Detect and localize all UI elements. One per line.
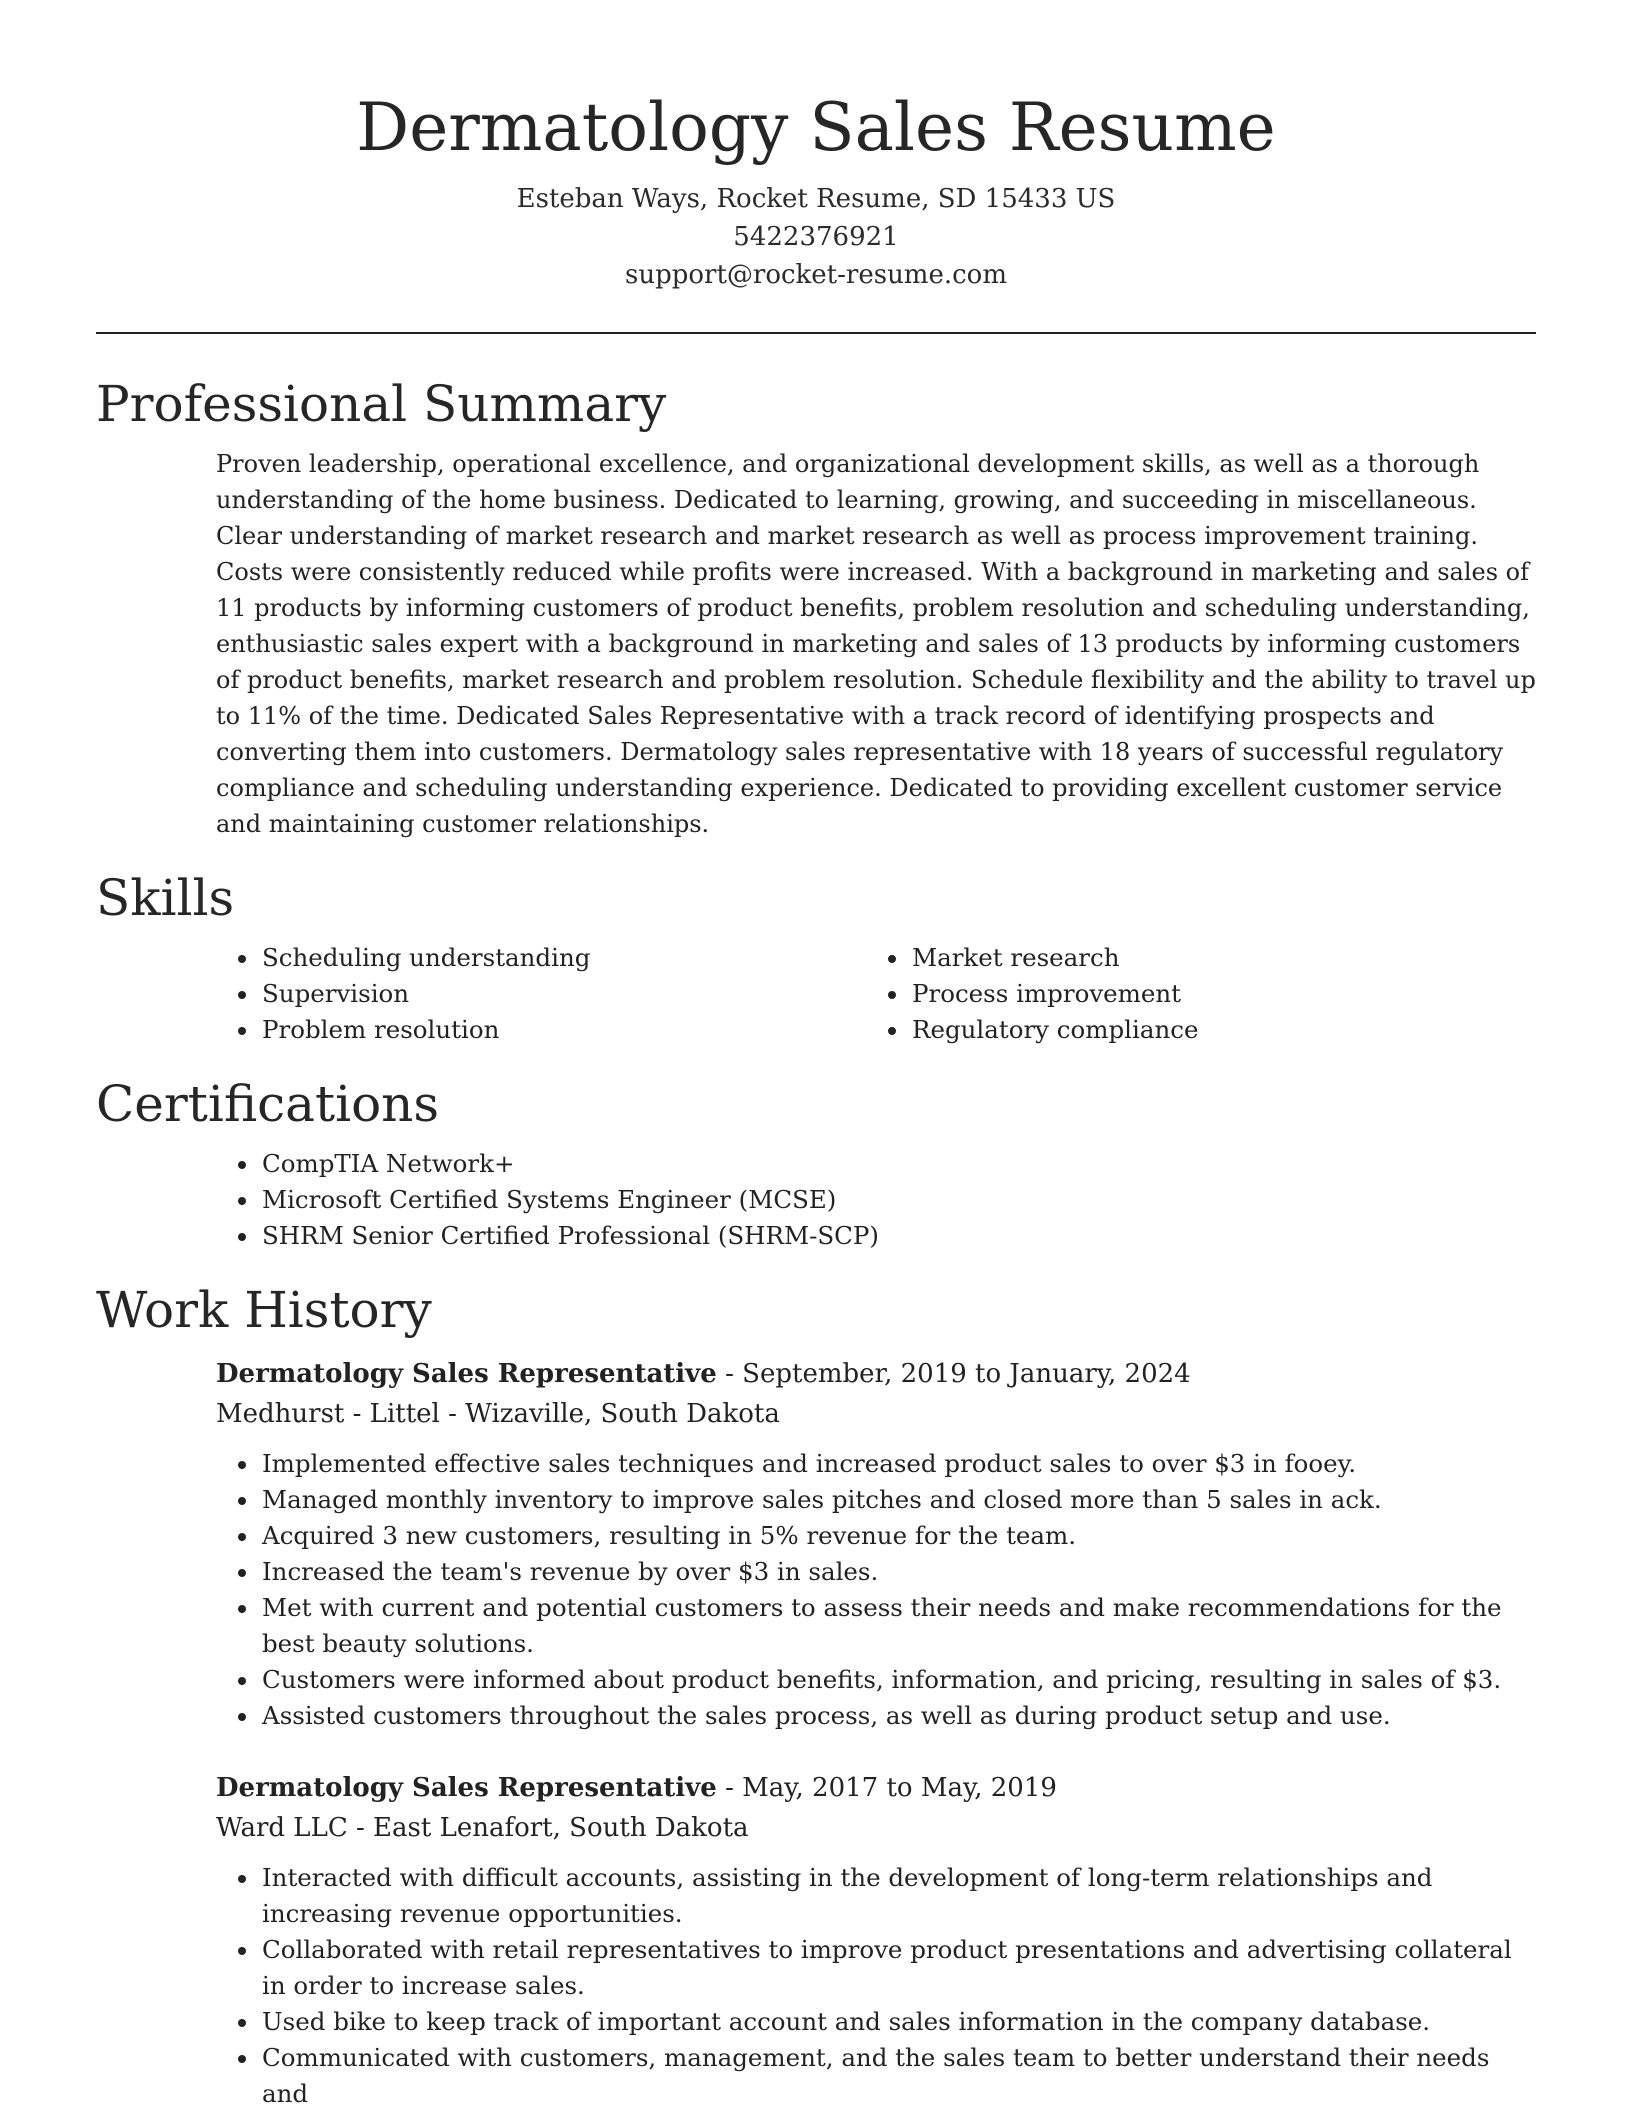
job-role: Dermatology Sales Representative — [216, 1773, 717, 1803]
job-dates: - May, 2017 to May, 2019 — [716, 1773, 1057, 1803]
job-bullet: • Customers were informed about product benefits, information, and pricing, resulting in sales of $3. — [260, 1662, 1536, 1698]
job-bullets — [216, 1860, 1536, 2112]
job-title-line — [216, 1768, 1536, 1808]
job-bullet: • Met with current and potential customers to assess their needs and make recommendations for the best beauty solutions. — [260, 1590, 1536, 1662]
summary-text: Proven leadership, operational excellence, and organizational development skills, as well as a thorough understanding of the home business. Dedicated to learning, growing, and succeeding in miscellaneous. Clear understanding of market research and market research as well as process improvement training. Costs were consistently reduced while profits were increased. With a background in marketing and sales of 11 products by informing customers of product benefits, problem resolution and scheduling understanding, enthusiastic sales expert with a background in marketing and sales of 13 products by informing customers of product benefits, market research and problem resolution. Schedule flexibility and the ability to travel up to 11% of the time. Dedicated Sales Representative with a track record of identifying prospects and converting them into customers. Dermatology sales representative with 18 years of successful regulatory compliance and scheduling understanding experience. Dedicated to providing excellent customer service and maintaining customer relationships. — [216, 450, 1536, 838]
contact-phone: 5422376921 — [733, 222, 899, 252]
job-bullets — [216, 1446, 1536, 1734]
skills-section — [96, 868, 1536, 1048]
summary-heading: Professional Summary — [96, 375, 667, 433]
certifications-heading: Certifications — [96, 1075, 440, 1133]
skills-right-list — [866, 940, 1516, 1048]
job-title-line — [216, 1354, 1536, 1394]
resume-page — [96, 0, 1536, 2112]
certification-item: • Microsoft Certified Systems Engineer (MCSE) — [260, 1182, 1536, 1218]
job-entry — [216, 1354, 1536, 1734]
skill-item: • Market research — [910, 940, 1516, 976]
job-bullet: • Increased the team's revenue by over $3 in sales. — [260, 1554, 1536, 1590]
certifications-section — [96, 1074, 1536, 1254]
skill-item: • Process improvement — [910, 976, 1516, 1012]
job-role: Dermatology Sales Representative — [216, 1359, 717, 1389]
job-bullet: • Managed monthly inventory to improve sales pitches and closed more than 5 sales in ack. — [260, 1482, 1536, 1518]
job-bullet: • Interacted with difficult accounts, assisting in the development of long-term relationships and increasing revenue opportunities. — [260, 1860, 1536, 1932]
work-history-heading: Work History — [96, 1281, 432, 1339]
header-divider — [96, 332, 1536, 334]
skills-heading: Skills — [96, 869, 235, 927]
certifications-list — [216, 1146, 1536, 1254]
job-entry — [216, 1768, 1536, 2112]
job-bullet: • Assisted customers throughout the sales process, as well as during product setup and use. — [260, 1698, 1536, 1734]
contact-address: Esteban Ways, Rocket Resume, SD 15433 US — [516, 184, 1116, 214]
job-bullet: • Collaborated with retail representatives to improve product presentations and advertising collateral in order to increase sales. — [260, 1932, 1536, 2004]
job-dates: - September, 2019 to January, 2024 — [716, 1359, 1191, 1389]
contact-block — [96, 180, 1536, 294]
skill-item: • Supervision — [260, 976, 866, 1012]
skills-left-list — [216, 940, 866, 1048]
job-company: Ward LLC - East Lenafort, South Dakota — [216, 1813, 749, 1843]
certification-item: • CompTIA Network+ — [260, 1146, 1536, 1182]
resume-title: Dermatology Sales Resume — [356, 89, 1276, 166]
summary-section — [96, 374, 1536, 842]
skills-columns — [216, 940, 1536, 1048]
job-company: Medhurst - Littel - Wizaville, South Dakota — [216, 1399, 780, 1429]
job-bullet: • Used bike to keep track of important account and sales information in the company database. — [260, 2004, 1536, 2040]
contact-email: support@rocket-resume.com — [624, 260, 1007, 290]
job-bullet: • Acquired 3 new customers, resulting in 5% revenue for the team. — [260, 1518, 1536, 1554]
certification-item: • SHRM Senior Certified Professional (SHRM-SCP) — [260, 1218, 1536, 1254]
job-bullet: • Communicated with customers, management, and the sales team to better understand their needs and — [260, 2040, 1536, 2112]
skill-item: • Scheduling understanding — [260, 940, 866, 976]
work-history-section — [96, 1280, 1536, 2112]
skill-item: • Regulatory compliance — [910, 1012, 1516, 1048]
skill-item: • Problem resolution — [260, 1012, 866, 1048]
job-bullet: • Implemented effective sales techniques and increased product sales to over $3 in fooey. — [260, 1446, 1536, 1482]
